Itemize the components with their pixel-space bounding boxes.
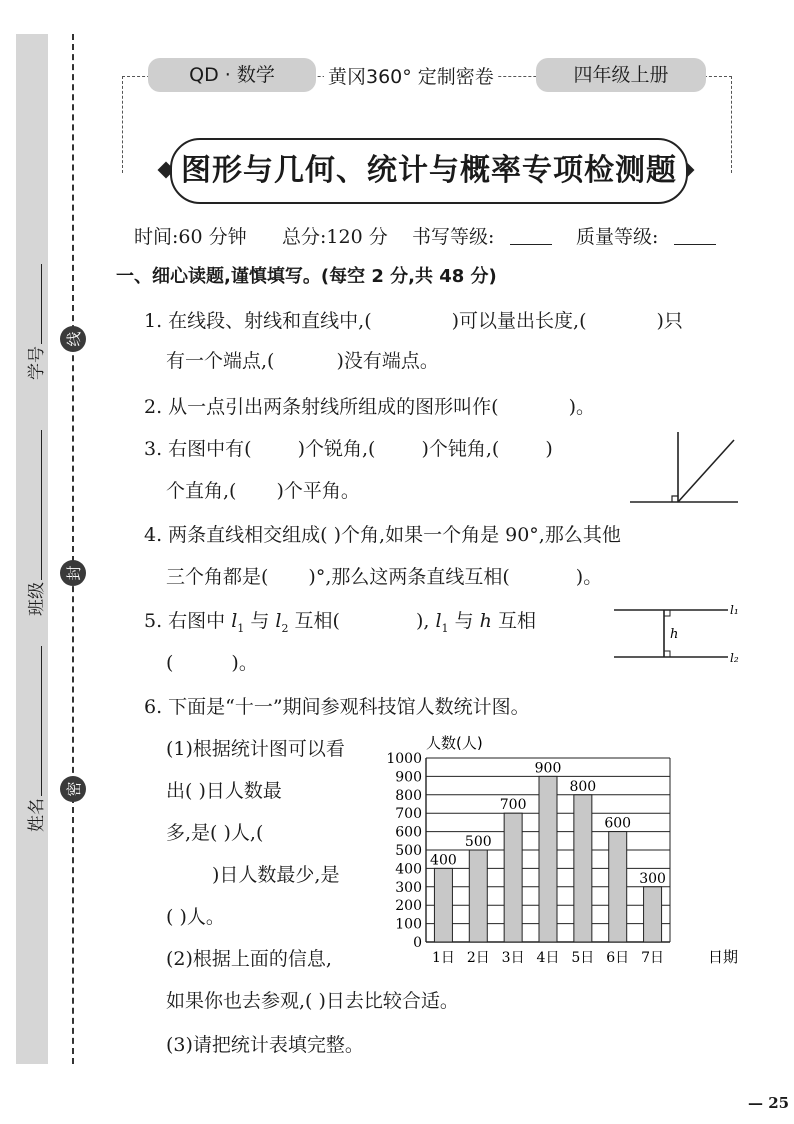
x-axis-title: 日期	[707, 948, 738, 966]
y-tick-label: 600	[395, 824, 422, 841]
binding-dash-line	[72, 34, 74, 1064]
y-tick-label: 1000	[386, 751, 422, 767]
bar-value-label: 600	[604, 815, 632, 832]
y-tick-label: 0	[413, 935, 422, 951]
visitors-bar-chart	[380, 728, 750, 974]
class-blank[interactable]	[41, 430, 42, 580]
bar	[434, 868, 452, 942]
bar	[574, 795, 592, 942]
y-tick-label: 900	[395, 769, 422, 786]
label-l2: l₂	[730, 651, 739, 665]
q4-line1: 4. 两条直线相交组成( )个角,如果一个角是 90°,那么其他	[144, 524, 621, 546]
q6-p1-line1: (1)根据统计图可以看	[166, 738, 345, 760]
class-field[interactable]	[22, 430, 47, 616]
right-angle-mark	[672, 496, 678, 502]
subject-pill: QD · 数学	[148, 58, 316, 92]
name-blank[interactable]	[41, 646, 42, 796]
y-tick-label: 300	[395, 879, 422, 896]
name-label: 姓名	[27, 798, 47, 832]
q6-p1-line3: 多,是( )人,(	[166, 822, 264, 844]
y-axis-title: 人数(人)	[426, 734, 483, 752]
score-info: 总分:120 分	[282, 226, 388, 248]
q2-line: 2. 从一点引出两条射线所组成的图形叫作( )。	[144, 396, 596, 418]
y-tick-label: 800	[395, 787, 422, 804]
name-field[interactable]	[22, 646, 47, 832]
q4-line2: 三个角都是( )°,那么这两条直线互相( )。	[166, 566, 603, 588]
angle-figure	[630, 428, 742, 508]
section1-heading: 一、细心读题,谨慎填写。(每空 2 分,共 48 分)	[116, 266, 497, 287]
bar-value-label: 700	[499, 797, 527, 814]
y-tick-label: 400	[395, 861, 422, 878]
bar	[539, 776, 557, 942]
q6-p1-line2: 出( )日人数最	[166, 780, 282, 802]
seal-char-feng: 封	[60, 560, 86, 586]
bar-value-label: 800	[569, 778, 597, 795]
q1-line2: 有一个端点,( )没有端点。	[166, 350, 439, 372]
time-info: 时间:60 分钟	[134, 226, 247, 248]
bar-value-label: 900	[534, 760, 562, 777]
q3-line1: 3. 右图中有( )个锐角,( )个钝角,( )	[144, 438, 553, 460]
y-tick-label: 100	[395, 916, 422, 933]
seal-char-xian: 线	[60, 326, 86, 352]
bar-value-label: 300	[639, 870, 666, 887]
angle-slant-line	[678, 440, 734, 502]
x-tick-label: 6日	[606, 950, 630, 966]
bar	[644, 887, 662, 942]
q6-p1-line5: ( )人。	[166, 906, 225, 928]
x-tick-label: 7日	[641, 950, 665, 966]
y-tick-label: 700	[395, 806, 422, 823]
label-l1: l₁	[730, 603, 739, 617]
writing-grade-blank[interactable]	[510, 244, 552, 245]
x-tick-label: 2日	[466, 950, 490, 966]
q6-p3: (3)请把统计表填完整。	[166, 1034, 364, 1056]
q5-line2: ( )。	[166, 652, 258, 674]
quality-grade-label: 质量等级:	[576, 226, 659, 248]
bar-value-label: 500	[464, 834, 492, 850]
writing-grade-label: 书写等级:	[412, 226, 495, 248]
grade-pill: 四年级上册	[536, 58, 706, 92]
student-id-label: 学号	[27, 346, 47, 380]
seal-char-mi: 密	[60, 776, 86, 802]
quality-grade-blank[interactable]	[674, 244, 716, 245]
x-tick-label: 5日	[571, 950, 595, 966]
x-tick-label: 3日	[501, 950, 525, 966]
x-tick-label: 1日	[431, 950, 455, 966]
q6-p1-line4: )日人数最少,是	[212, 864, 340, 886]
parallel-lines-figure	[612, 600, 744, 670]
right-angle-mark-bottom	[664, 651, 670, 657]
student-id-field[interactable]	[22, 264, 47, 380]
bar	[469, 850, 487, 942]
q3-line2: 个直角,( )个平角。	[166, 480, 360, 502]
bar	[609, 832, 627, 942]
q6-intro: 6. 下面是“十一”期间参观科技馆人数统计图。	[144, 696, 530, 718]
q6-p2-line1: (2)根据上面的信息,	[166, 948, 332, 970]
page-number: — 25	[748, 1094, 790, 1112]
bar-value-label: 400	[430, 852, 457, 869]
class-label: 班级	[27, 582, 47, 616]
q6-p2-line2: 如果你也去参观,( )日去比较合适。	[166, 990, 459, 1012]
brand-text: 黄冈360° 定制密卷	[324, 62, 498, 89]
q1-line1: 1. 在线段、射线和直线中,( )可以量出长度,( )只	[144, 310, 683, 332]
x-tick-label: 4日	[536, 950, 560, 966]
y-tick-label: 200	[395, 898, 422, 915]
right-angle-mark-top	[664, 610, 670, 616]
bar	[504, 813, 522, 942]
page-title: 图形与几何、统计与概率专项检测题	[170, 138, 688, 204]
student-id-blank[interactable]	[41, 264, 42, 344]
y-tick-label: 500	[395, 843, 422, 859]
label-h: h	[670, 627, 679, 642]
q5-line1: 5. 右图中 $l_1$ 与 $l_2$ 互相( ), $l_1$ 与 h 互相	[144, 610, 536, 635]
